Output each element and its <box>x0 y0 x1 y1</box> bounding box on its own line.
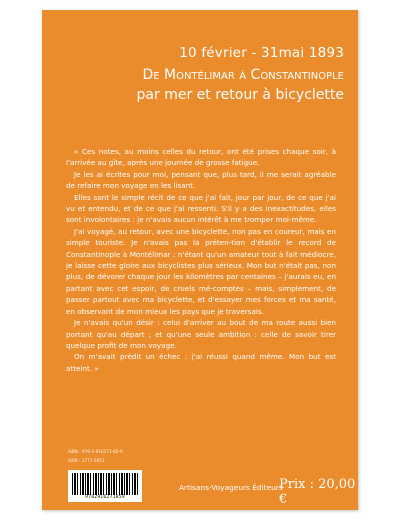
barcode-bars-icon <box>72 473 138 495</box>
blurb-paragraph: Je les ai écrites pour moi, pensant que, plus tard, il me serait agréable de refaire mon voyage en les lisant. <box>66 169 336 191</box>
barcode <box>68 470 142 502</box>
route-title: De Montélimar à Constantinople <box>142 67 344 83</box>
travel-dates: 10 février - 31mai 1893 <box>179 45 344 61</box>
title-block <box>137 44 344 104</box>
blurb-paragraph: J'ai voyagé, au retour, avec une bicyclette, non pas en coureur, mais en simple touriste. Je n'avais pas la préten-tion d'établir le record de Constantinople à Montélimar : n'étant qu'un amateur tout à fait médiocre, je laisse cette gloire aux bicyclistes plus sérieux. Mon but n'était pas, non plus, de dévorer chaque jour les kilomètres par centaines – j'aurais eu, en partant avec cet espoir, de cruels mé-comptes – mais, simplement, de passer partout avec ma bicyclette, et d'essayer mes forces et ma santé, en observant de mon mieux les pays que je traversais. <box>66 226 336 316</box>
blurb-paragraph: Elles sont le simple récit de ce que j'ai fait, jour par jour, de ce que j'ai vu et entendu, et de ce que j'ai ressenti. S'il y a des inexactitudes, elles sont involontaires : je n'avais aucun intérêt à me tromper moi-même. <box>66 192 336 225</box>
blurb-text <box>66 146 336 374</box>
price-label: Prix : 20,00 € <box>279 477 356 507</box>
blurb-paragraph: On m'avait prédit un échec : j'ai réussi quand même. Mon but est atteint. » <box>66 352 336 373</box>
isbn-block <box>68 447 123 465</box>
barcode-digits: 9782916271859 <box>85 495 125 500</box>
blurb-paragraph: « Ces notes, au moins celles du retour, ont été prises chaque soir, à l'arrivée au gîte, après une journée de grosse fatigue. <box>66 147 336 168</box>
publisher-name: Artisans-Voyageurs Éditeurs <box>179 483 283 492</box>
subtitle: par mer et retour à bicyclette <box>136 87 344 103</box>
blurb-paragraph: Je n'avais qu'un désir : celui d'arriver au bout de ma route aussi bien portant qu'au départ ; et qu'une seule ambition : celle de savoir tirer quelque profit de mon voyage. <box>66 318 336 350</box>
issn-number: ISSN : 1777-5051 <box>68 458 105 463</box>
book-back-cover <box>42 10 358 510</box>
isbn-number: ISBN : 978-2-916271-85-9 <box>68 449 123 454</box>
